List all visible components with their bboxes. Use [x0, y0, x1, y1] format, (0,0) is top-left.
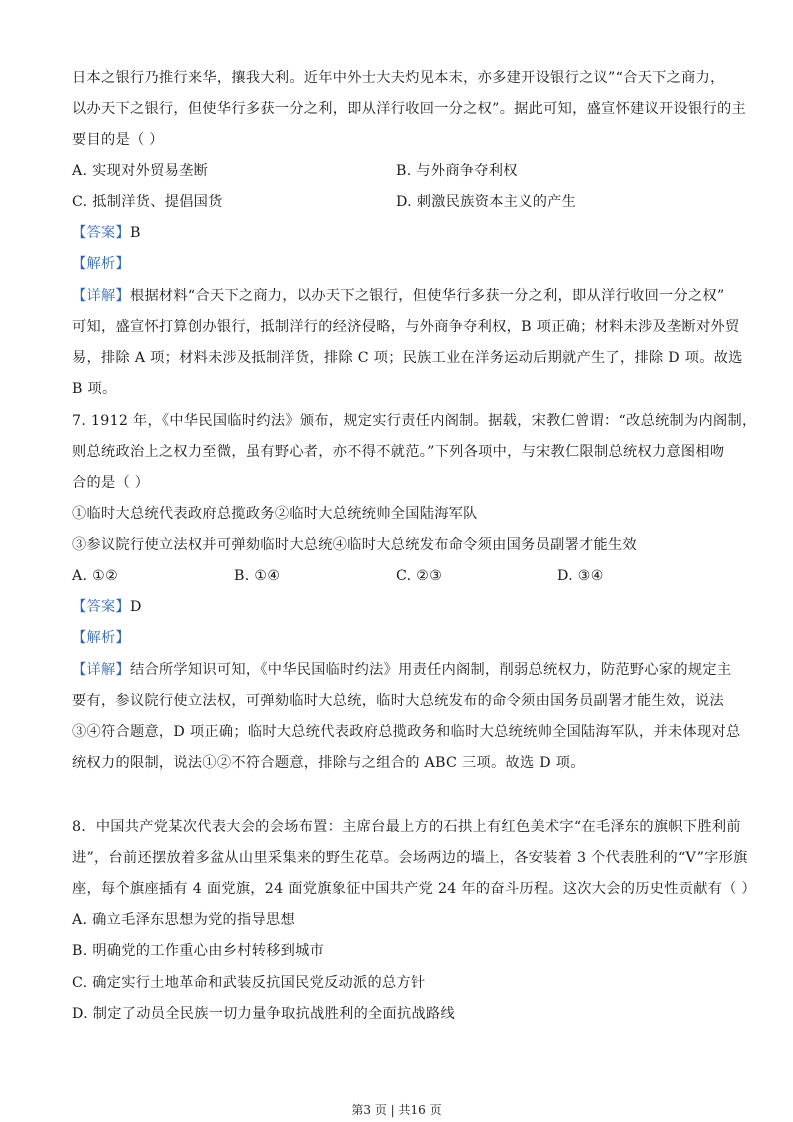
- q6-detail-line-2: 可知，盛宣怀打算创办银行，抵制洋行的经济侵略，与外商争夺利权，B 项正确；材料未涉及垄断对外贸: [72, 319, 740, 335]
- q7-detail-text-1: 结合所学知识可知，《中华民国临时约法》用责任内阁制，削弱总统权力，防范野心家的规定主: [129, 662, 732, 678]
- q8-option-d: D. 制定了动员全民族一切力量争取抗战胜利的全面抗战路线: [72, 1006, 455, 1022]
- q8-option-a: A. 确立毛泽东思想为党的指导思想: [72, 912, 295, 928]
- q7-items-line-1: ①临时大总统代表政府总揽政务②临时大总统统帅全国陆海军队: [72, 506, 478, 522]
- q6-stem-line-1: 日本之银行乃推行来华，攘我大利。近年中外士大夫灼见本末，亦多建开设银行之议”“合天下之商力，: [72, 70, 725, 86]
- page-footer: 第3 页 | 共16 页: [351, 1103, 442, 1117]
- q8-stem-line-1: 8．中国共产党某次代表大会的会场布置：主席台最上方的石拱上有红色美术字“在毛泽东的旗帜下胜利前: [72, 819, 741, 835]
- q6-detail-line-4: B 项。: [72, 381, 117, 397]
- q7-option-a: A. ①②: [72, 568, 119, 584]
- q6-stem-line-2: 以办天下之银行，但使华行多获一分之利，即从洋行收回一分之权”。据此可知，盛宣怀建议开设银行的主: [72, 101, 746, 117]
- q6-detail-text-1: 根据材料“合天下之商力，以办天下之银行，但使华行多获一分之利，即从洋行收回一分之权”: [129, 288, 725, 304]
- q7-option-d: D. ③④: [557, 568, 604, 584]
- q7-items-line-2: ③参议院行使立法权并可弹劾临时大总统④临时大总统发布命令须由国务员副署才能生效: [72, 537, 638, 553]
- detail-tag: 【详解】: [72, 288, 130, 304]
- q6-answer-value: B: [129, 225, 141, 241]
- q7-detail-line-2: 要有，参议院行使立法权，可弹劾临时大总统，临时大总统发布的命令须由国务员副署才能生效，说法: [72, 693, 724, 709]
- q7-stem-line-1: 7. 1912 年，《中华民国临时约法》颁布，规定实行责任内阁制。据载，宋教仁曾谓：“改总统制为内阁制，: [72, 413, 757, 429]
- q7-answer-value: D: [129, 599, 142, 615]
- detail-tag: 【详解】: [72, 662, 130, 678]
- q7-detail-line-3: ③④符合题意，D 项正确；临时大总统代表政府总揽政务和临时大总统统帅全国陆海军队，并未体现对总: [72, 724, 741, 740]
- q7-analysis-tag: 【解析】: [72, 630, 130, 646]
- q6-option-b: B. 与外商争夺利权: [396, 163, 518, 179]
- q6-option-c: C. 抵制洋货、提倡国货: [72, 194, 223, 210]
- q6-stem-line-3: 要目的是（ ）: [72, 132, 164, 148]
- q6-detail-line-1: [72, 286, 725, 306]
- q6-detail-line-3: 易，排除 A 项；材料未涉及抵制洋货，排除 C 项；民族工业在洋务运动后期就产生了，排除 D 项。故选: [72, 350, 743, 366]
- q8-stem-line-2: 进”，台前还摆放着多盆从山里采集来的野生花草。会场两边的墙上，各安装着 3 个代表胜利的“V”字形旗: [72, 850, 748, 866]
- q7-detail-line-1: [72, 660, 731, 680]
- q6-answer-line: [72, 223, 141, 243]
- q7-option-c: C. ②③: [396, 568, 443, 584]
- answer-tag: 【答案】: [72, 225, 130, 241]
- q7-answer-line: [72, 597, 142, 617]
- q7-stem-line-2: 则总统政治上之权力至微，虽有野心者，亦不得不就范。”下列各项中，与宋教仁限制总统权力意图相吻: [72, 444, 725, 460]
- q6-option-a: A. 实现对外贸易垄断: [72, 163, 209, 179]
- q7-option-b: B. ①④: [234, 568, 281, 584]
- answer-tag: 【答案】: [72, 599, 130, 615]
- q8-option-b: B. 明确党的工作重心由乡村转移到城市: [72, 943, 325, 959]
- q8-stem-line-3: 座，每个旗座插有 4 面党旗，24 面党旗象征中国共产党 24 年的奋斗历程。这次大会的历史性贡献有（ ）: [72, 881, 756, 897]
- q6-analysis-tag: 【解析】: [72, 256, 130, 272]
- q7-stem-line-3: 合的是（ ）: [72, 475, 150, 491]
- q8-option-c: C. 确定实行土地革命和武装反抗国民党反动派的总方针: [72, 975, 426, 991]
- q6-option-d: D. 刺激民族资本主义的产生: [396, 194, 577, 210]
- q7-detail-line-4: 统权力的限制，说法①②不符合题意，排除与之组合的 ABC 三项。故选 D 项。: [72, 755, 585, 771]
